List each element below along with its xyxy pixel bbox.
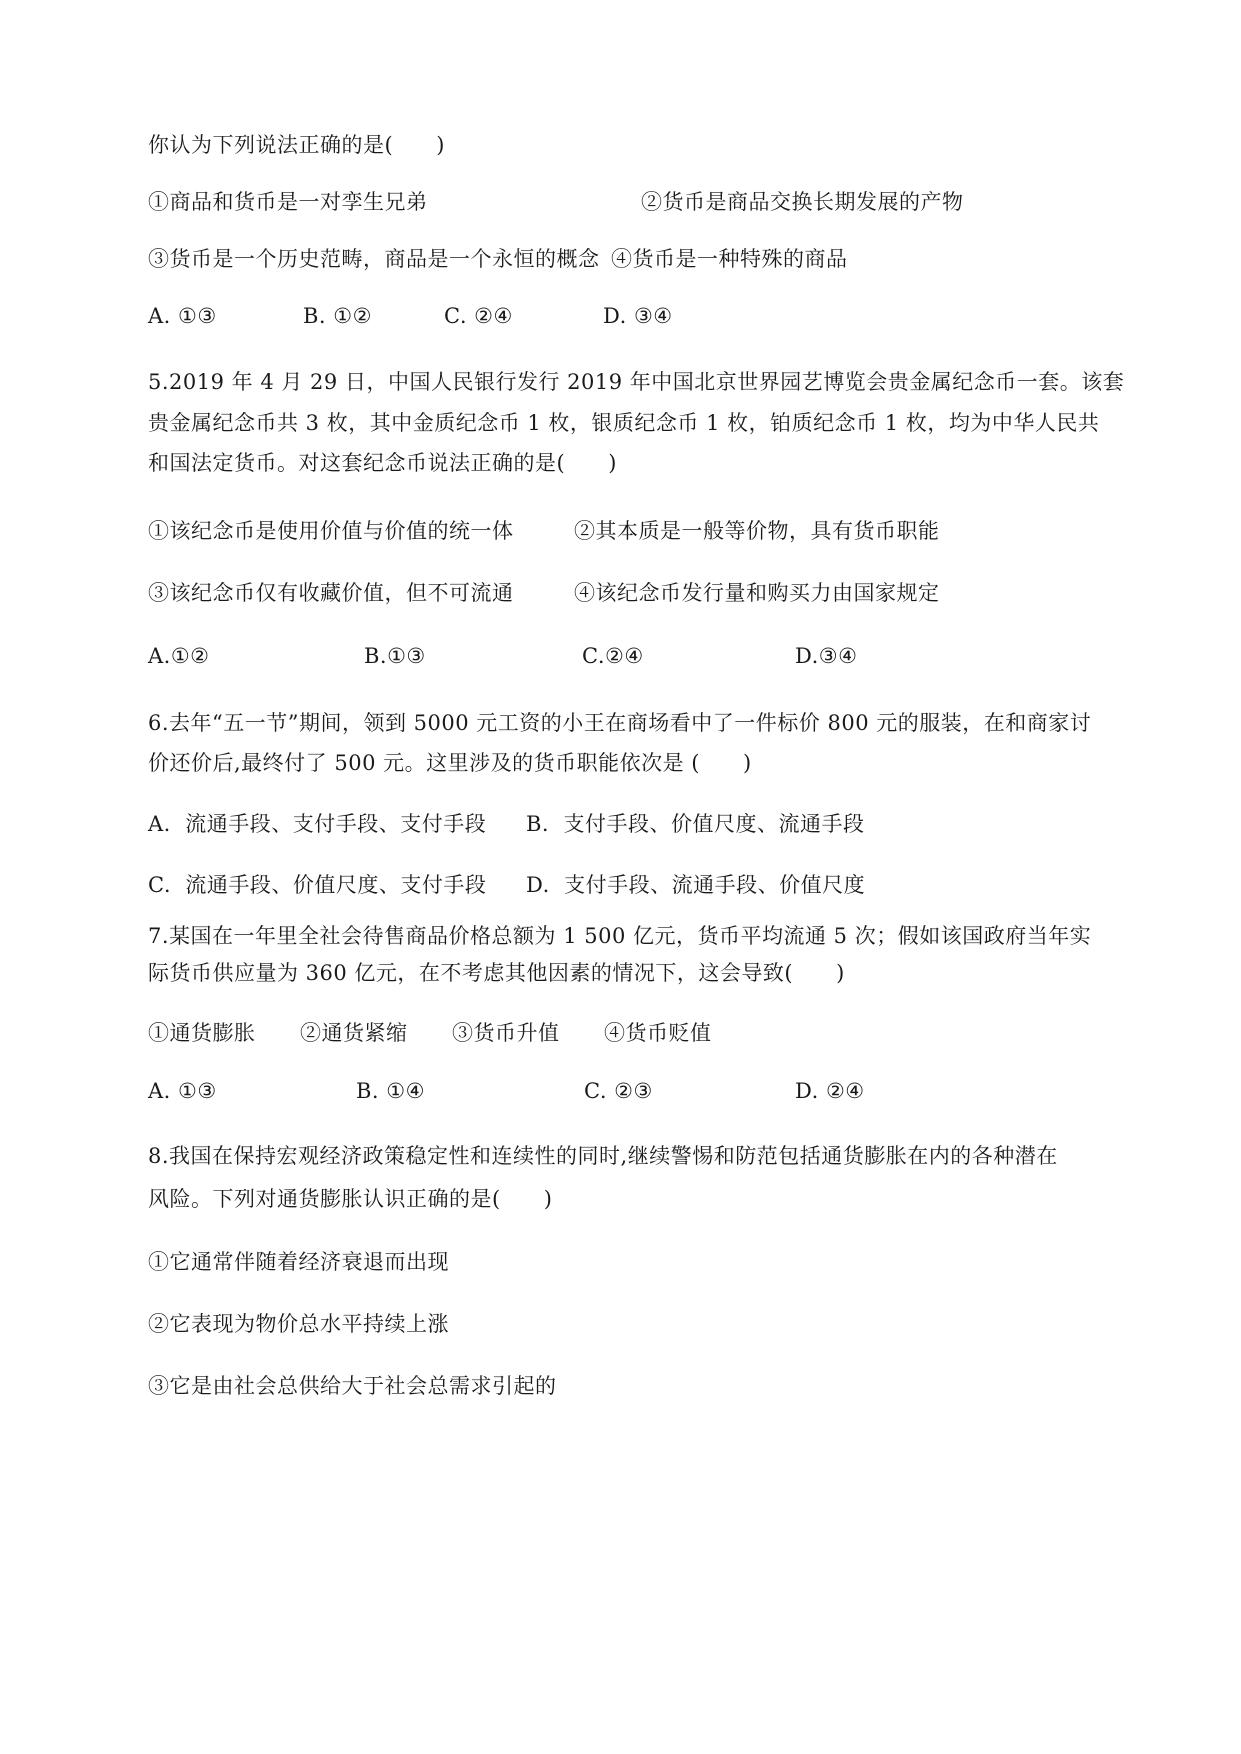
- q5-choice-c: C.②④: [582, 644, 644, 668]
- q4-option-1: ①商品和货币是一对孪生兄弟: [148, 190, 428, 214]
- q4-choice-a: A. ①③: [148, 304, 217, 328]
- q6-choice-d: D. 支付手段、流通手段、价值尺度: [526, 873, 866, 897]
- q5-choice-d: D.③④: [795, 644, 858, 668]
- q8-option-3: ③它是由社会总供给大于社会总需求引起的: [148, 1374, 557, 1398]
- q7-option-2: ②通货紧缩: [300, 1021, 408, 1045]
- q7-choice-a: A. ①③: [148, 1079, 217, 1103]
- q5-option-4: ④该纪念币发行量和购买力由国家规定: [574, 581, 940, 605]
- q7-option-1: ①通货膨胀: [148, 1021, 256, 1045]
- q5-option-1: ①该纪念币是使用价值与价值的统一体: [148, 519, 514, 543]
- q5-option-2: ②其本质是一般等价物，具有货币职能: [574, 519, 940, 543]
- q5-stem-line-3: 和国法定货币。对这套纪念币说法正确的是( ): [148, 451, 617, 475]
- q4-stem-tail: 你认为下列说法正确的是( ): [148, 133, 445, 157]
- q5-choice-b: B.①③: [364, 644, 426, 668]
- q7-option-3: ③货币升值: [452, 1021, 560, 1045]
- q4-option-4: ④货币是一种特殊的商品: [611, 247, 848, 271]
- q5-option-3: ③该纪念币仅有收藏价值，但不可流通: [148, 581, 514, 605]
- q5-choice-a: A.①②: [148, 644, 210, 668]
- q4-choice-b: B. ①②: [303, 304, 372, 328]
- q8-stem-line-1: 8.我国在保持宏观经济政策稳定性和连续性的同时,继续警惕和防范包括通货膨胀在内的各种潜在: [148, 1144, 1058, 1168]
- q6-choice-a: A. 流通手段、支付手段、支付手段: [148, 812, 487, 836]
- q5-stem-line-2: 贵金属纪念币共 3 枚，其中金质纪念币 1 枚，银质纪念币 1 枚，铂质纪念币 1 枚，均为中华人民共: [148, 411, 1100, 435]
- q7-choice-d: D. ②④: [795, 1079, 865, 1103]
- q7-choice-b: B. ①④: [356, 1079, 425, 1103]
- q4-option-3: ③货币是一个历史范畴，商品是一个永恒的概念: [148, 247, 600, 271]
- q8-stem-line-2: 风险。下列对通货膨胀认识正确的是( ): [148, 1187, 553, 1211]
- q7-option-4: ④货币贬值: [604, 1021, 712, 1045]
- q6-stem-line-1: 6.去年“五一节”期间，领到 5000 元工资的小王在商场看中了一件标价 800 元的服装，在和商家讨: [148, 711, 1092, 735]
- q6-stem-line-2: 价还价后,最终付了 500 元。这里涉及的货币职能依次是 ( ): [148, 751, 752, 775]
- q8-option-1: ①它通常伴随着经济衰退而出现: [148, 1250, 449, 1274]
- q4-choice-d: D. ③④: [603, 304, 673, 328]
- q7-stem-line-1: 7.某国在一年里全社会待售商品价格总额为 1 500 亿元，货币平均流通 5 次；假如该国政府当年实: [148, 924, 1092, 948]
- q6-choice-c: C. 流通手段、价值尺度、支付手段: [148, 873, 487, 897]
- q7-stem-line-2: 际货币供应量为 360 亿元，在不考虑其他因素的情况下，这会导致( ): [148, 961, 845, 985]
- q6-choice-b: B. 支付手段、价值尺度、流通手段: [526, 812, 865, 836]
- q4-option-2: ②货币是商品交换长期发展的产物: [641, 190, 964, 214]
- q5-stem-line-1: 5.2019 年 4 月 29 日，中国人民银行发行 2019 年中国北京世界园艺博览会贵金属纪念币一套。该套: [148, 370, 1125, 394]
- q4-choice-c: C. ②④: [444, 304, 513, 328]
- q7-choice-c: C. ②③: [584, 1079, 653, 1103]
- q8-option-2: ②它表现为物价总水平持续上涨: [148, 1312, 449, 1336]
